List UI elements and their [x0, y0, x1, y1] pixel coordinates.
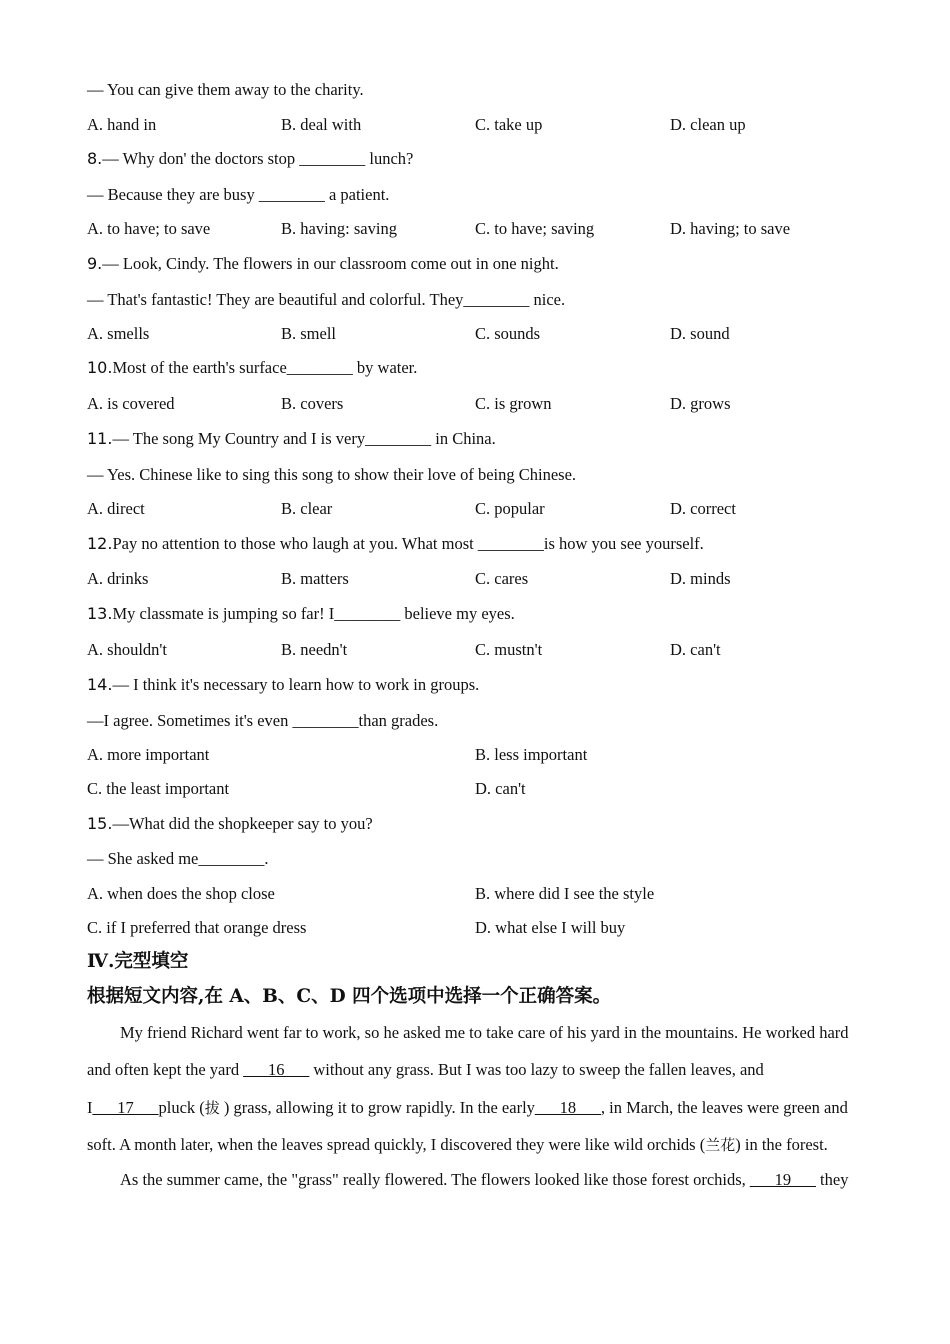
q9-line-2: — That's fantastic! They are beautiful and colorful. They________ nice.	[87, 290, 566, 309]
q9-options	[87, 324, 867, 344]
q8-option-d[interactable]: D. having; to save	[670, 219, 791, 238]
q15-line-2: — She asked me________.	[87, 849, 269, 868]
q7-option-c[interactable]: C. take up	[475, 115, 543, 134]
passage-text: pluck (	[158, 1098, 205, 1117]
blank-19[interactable]: ___19___	[749, 1170, 816, 1189]
chinese-gloss: 兰花	[705, 1136, 736, 1154]
q15-option-c[interactable]: C. if I preferred that orange dress	[87, 918, 307, 937]
q15-option-b[interactable]: B. where did I see the style	[475, 884, 655, 903]
q12-option-d[interactable]: D. minds	[670, 569, 731, 588]
q10-option-d[interactable]: D. grows	[670, 394, 731, 413]
q14-line-2: —I agree. Sometimes it's even ________than grades.	[87, 711, 439, 730]
q14-number: 14.	[87, 675, 113, 694]
q15-line-1: —What did the shopkeeper say to you?	[112, 814, 373, 833]
q13-prompt	[87, 604, 515, 624]
q15-prompt	[87, 814, 373, 834]
q11-options	[87, 499, 867, 519]
passage-text: ) grass, allowing it to grow rapidly. In the early	[219, 1098, 535, 1117]
blank-18[interactable]: ___18___	[534, 1098, 601, 1117]
q12-option-b[interactable]: B. matters	[281, 569, 349, 588]
passage-text: without any grass. But I was too lazy to sweep the fallen leaves, and	[309, 1060, 764, 1079]
passage-text: soft. A month later, when the leaves spread quickly, I discovered they were like wild orchids (	[87, 1135, 706, 1154]
q13-number: 13.	[87, 604, 113, 623]
q11-option-b[interactable]: B. clear	[281, 499, 333, 518]
q13-option-c[interactable]: C. mustn't	[475, 640, 543, 659]
passage-text: they	[815, 1170, 849, 1189]
q8-options	[87, 219, 867, 239]
q11-prompt	[87, 429, 496, 449]
q12-line-1: Pay no attention to those who laugh at you. What most ________is how you see yourself.	[112, 534, 704, 553]
q13-option-a[interactable]: A. shouldn't	[87, 640, 167, 659]
q9-option-b[interactable]: B. smell	[281, 324, 337, 343]
q8-number: 8.	[87, 149, 103, 168]
q14-option-d[interactable]: D. can't	[475, 779, 526, 798]
passage-line-2	[87, 1060, 764, 1080]
q12-prompt	[87, 534, 704, 554]
q7-answer-line: — You can give them away to the charity.	[87, 80, 364, 99]
q10-prompt	[87, 358, 417, 378]
q14-option-b[interactable]: B. less important	[475, 745, 588, 764]
q10-option-b[interactable]: B. covers	[281, 394, 344, 413]
passage-line-4	[87, 1135, 828, 1155]
q15-option-a[interactable]: A. when does the shop close	[87, 884, 275, 903]
q9-number: 9.	[87, 254, 103, 273]
q9-option-c[interactable]: C. sounds	[475, 324, 541, 343]
q9-prompt	[87, 254, 559, 274]
section-title: Ⅳ.完型填空	[87, 951, 189, 972]
q14-option-c[interactable]: C. the least important	[87, 779, 230, 798]
q14-option-a[interactable]: A. more important	[87, 745, 210, 764]
passage-text: and often kept the yard	[87, 1060, 244, 1079]
chinese-gloss: 拔	[204, 1099, 220, 1117]
q15-number: 15.	[87, 814, 113, 833]
section-instruction: 根据短文内容,在 A、B、C、D 四个选项中选择一个正确答案。	[87, 986, 612, 1007]
blank-17[interactable]: ___17___	[92, 1098, 159, 1117]
q13-option-b[interactable]: B. needn't	[281, 640, 348, 659]
passage-text: As the summer came, the "grass" really flowered. The flowers looked like those forest orchids,	[120, 1170, 750, 1189]
q7-option-d[interactable]: D. clean up	[670, 115, 746, 134]
q8-option-c[interactable]: C. to have; saving	[475, 219, 595, 238]
q12-options	[87, 569, 867, 589]
q8-line-1: — Why don' the doctors stop ________ lunch?	[102, 149, 414, 168]
blank-16[interactable]: ___16___	[243, 1060, 310, 1079]
passage-text: I	[87, 1098, 93, 1117]
passage-line-5	[120, 1170, 848, 1190]
q10-line-1: Most of the earth's surface________ by water.	[112, 358, 418, 377]
q9-line-1: — Look, Cindy. The flowers in our classroom come out in one night.	[102, 254, 559, 273]
passage-text: ) in the forest.	[735, 1135, 828, 1154]
q15-options-row-2	[87, 918, 867, 938]
q11-option-a[interactable]: A. direct	[87, 499, 145, 518]
q12-option-a[interactable]: A. drinks	[87, 569, 149, 588]
q7-option-b[interactable]: B. deal with	[281, 115, 362, 134]
q11-option-d[interactable]: D. correct	[670, 499, 736, 518]
q15-options-row-1	[87, 884, 867, 904]
q12-number: 12.	[87, 534, 113, 553]
q7-option-a[interactable]: A. hand in	[87, 115, 157, 134]
q13-option-d[interactable]: D. can't	[670, 640, 721, 659]
q8-line-2: — Because they are busy ________ a patient.	[87, 185, 390, 204]
passage-line-1: My friend Richard went far to work, so he asked me to take care of his yard in the mountains. He worked hard	[120, 1023, 849, 1042]
q14-line-1: — I think it's necessary to learn how to work in groups.	[112, 675, 480, 694]
q13-options	[87, 640, 867, 660]
q8-option-b[interactable]: B. having: saving	[281, 219, 397, 238]
q12-option-c[interactable]: C. cares	[475, 569, 529, 588]
q15-option-d[interactable]: D. what else I will buy	[475, 918, 626, 937]
passage-line-3	[87, 1098, 848, 1118]
q10-number: 10.	[87, 358, 113, 377]
q14-prompt	[87, 675, 479, 695]
q13-line-1: My classmate is jumping so far! I________ believe my eyes.	[112, 604, 515, 623]
q14-options-row-2	[87, 779, 867, 799]
q8-option-a[interactable]: A. to have; to save	[87, 219, 211, 238]
q10-options	[87, 394, 867, 414]
q11-option-c[interactable]: C. popular	[475, 499, 545, 518]
q14-options-row-1	[87, 745, 867, 765]
q11-line-1: — The song My Country and I is very________ in China.	[112, 429, 496, 448]
passage-text: , in March, the leaves were green and	[600, 1098, 848, 1117]
q11-number: 11.	[87, 429, 113, 448]
q10-option-a[interactable]: A. is covered	[87, 394, 175, 413]
q7-options	[87, 115, 867, 135]
q10-option-c[interactable]: C. is grown	[475, 394, 552, 413]
q9-option-d[interactable]: D. sound	[670, 324, 730, 343]
q9-option-a[interactable]: A. smells	[87, 324, 150, 343]
q8-prompt	[87, 149, 413, 169]
q11-line-2: — Yes. Chinese like to sing this song to show their love of being Chinese.	[87, 465, 577, 484]
